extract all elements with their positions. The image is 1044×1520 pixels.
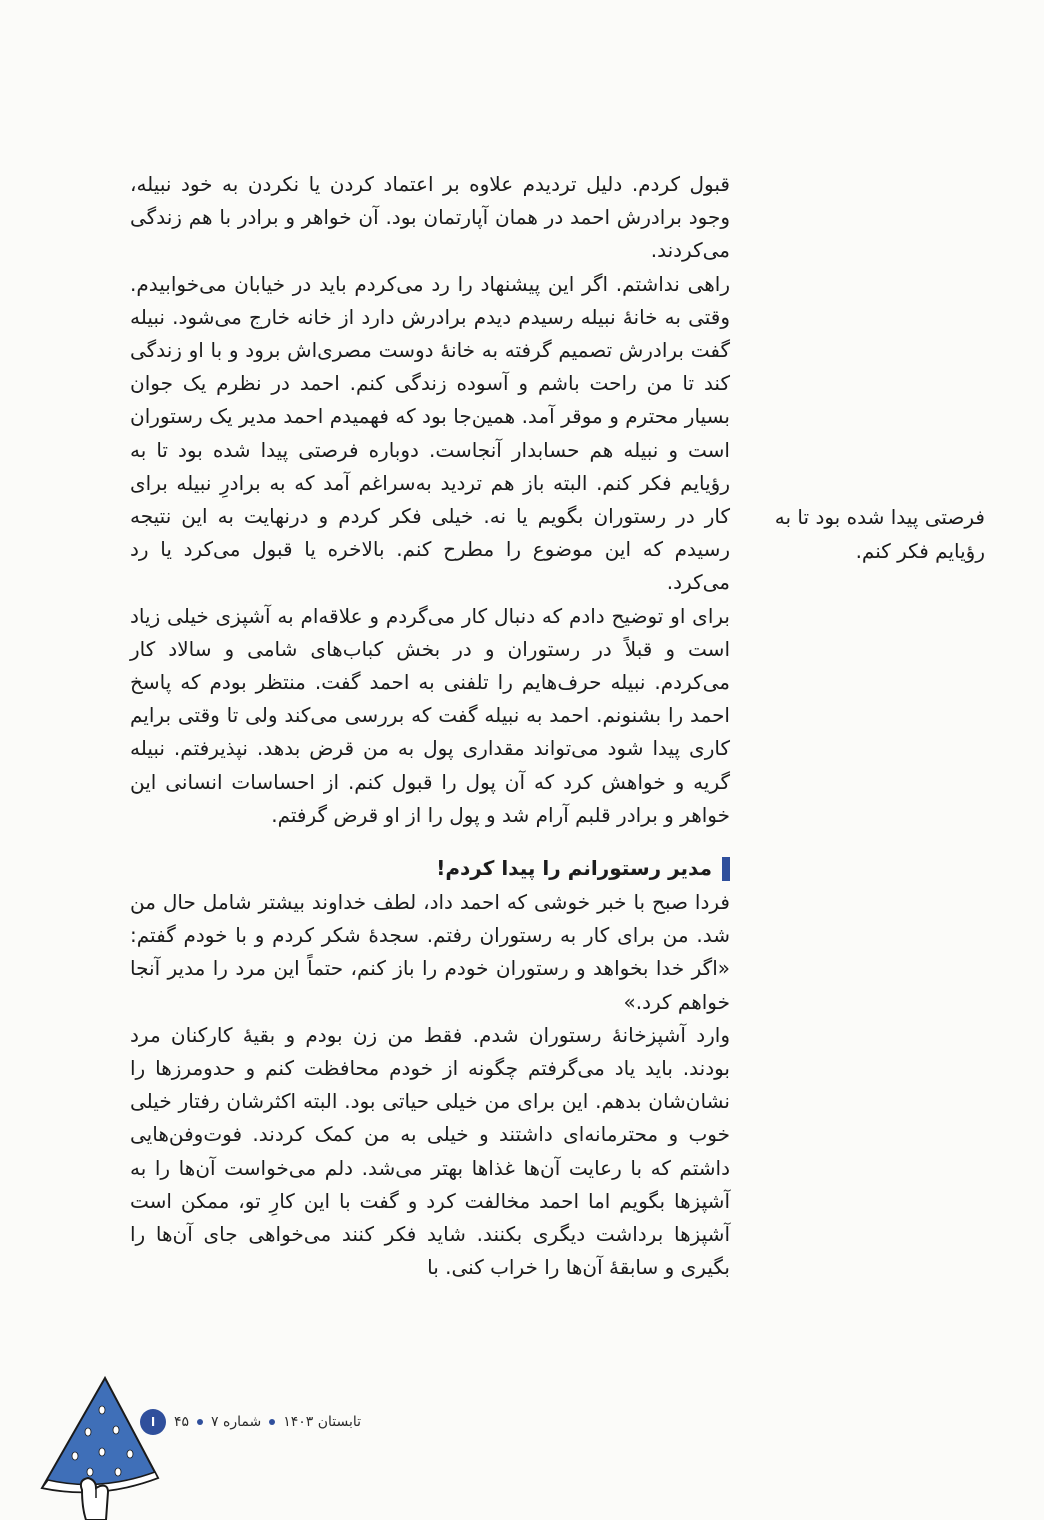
section-heading-row xyxy=(130,852,730,886)
separator-dot-icon xyxy=(197,1419,203,1425)
article-paragraph: قبول کردم. دلیل تردیدم علاوه بر اعتماد کردن یا نکردن به خود نبیله، وجود برادرش احمد در همان آپارتمان بود. آن خواهر و برادر با هم زندگی می‌کردند. xyxy=(130,172,730,263)
magazine-logo-icon: ا xyxy=(140,1409,166,1435)
article-paragraph: وارد آشپزخانهٔ رستوران شدم. فقط من زن بودم و بقیهٔ کارکنان مرد بودند. باید یاد می‌گرفتم چگونه از خودم محافظت کنم و حدومرزها را نشان‌شان بدهم. این برای من خیلی حیاتی بود. البته اکثرشان رفتار خیلی خوب و محترمانه‌ای داشتند و خیلی به من کمک کردند. فوت‌وفن‌هایی داشتم که با رعایت آن‌ها غذاها بهتر می‌شد. دلم می‌خواست آن‌ها را به آشپزها بگویم اما احمد مخالفت کرد و گفت با این کارِ تو، ممکن است آشپزها برداشت دیگری بکنند. شاید فکر کنند می‌خواهی جای آن‌ها را بگیری و سابقهٔ آن‌ها را خراب کنی. با xyxy=(130,1022,730,1280)
article-paragraph: فردا صبح با خبر خوشی که احمد داد، لطف خداوند بیشتر شامل حال من شد. من برای کار به رستوران رفتم. سجدهٔ شکر کردم و با خودم گفتم: «اگر خدا بخواهد و رستوران خودم را باز کنم، حتماً این مرد را مدیر آنجا خواهم کرد.» xyxy=(130,890,730,1014)
heading-marker-icon xyxy=(722,857,730,881)
article-paragraph: برای او توضیح دادم که دنبال کار می‌گردم و علاقه‌ام به آشپزی خیلی زیاد است و قبلاً در رستوران و در بخش کباب‌های شامی و سالاد کار می‌کردم. نبیله حرف‌هایم را تلفنی به احمد گفت. منتظر بودم که پاسخ احمد را بشنونم. احمد به نبیله گفت که بررسی می‌کند ولی تا وقتی برایم کاری پیدا شود می‌تواند مقداری پول به من قرض بدهد. نپذیرفتم. نبیله گریه و خواهش کرد که آن پول را قبول کنم. از احساسات انسانی این خواهر و برادر قلبم آرام شد و پول را از او قرض گرفتم. xyxy=(130,603,730,827)
pull-quote: فرصتی پیدا شده بود تا به رؤیایم فکر کنم. xyxy=(774,505,985,563)
page-number: ۴۵ xyxy=(174,1414,190,1430)
article-paragraph: راهی نداشتم. اگر این پیشنهاد را رد می‌کردم باید در خیابان می‌خوابیدم. وقتی به خانهٔ نبیله رسیدم دیدم برادرش دارد از خانه خارج می‌شود. نبیله گفت برادرش تصمیم گرفته به خانهٔ دوست مصری‌اش برود و با او زندگی کند تا من راحت باشم و آسوده زندگی کنم. احمد در نظرم یک جوان بسیار محترم و موقر آمد. همین‌جا بود که فهمیدم احمد مدیر یک رستوران است و نبیله هم حسابدار آنجاست. دوباره فرصتی پیدا شده بود تا به رؤیایم فکر کنم. البته باز هم تردید به‌سراغم آمد که به برادرِ نبیله برای کار در رستوران بگویم یا نه. خیلی فکر کردم و درنهایت به این نتیجه رسیدم که این موضوع را مطرح کنم. بالاخره یا قبول می‌کرد یا رد می‌کرد. xyxy=(130,271,730,595)
page-footer xyxy=(140,1405,361,1439)
footer-season: تابستان ۱۴۰۳ xyxy=(283,1414,362,1430)
separator-dot-icon xyxy=(269,1419,275,1425)
footer-issue: شماره ۷ xyxy=(211,1414,262,1430)
section-heading: مدیر رستورانم را پیدا کردم! xyxy=(436,856,712,881)
article-body xyxy=(130,168,730,1285)
hand-holding-watermelon-slice-icon xyxy=(30,1370,180,1520)
